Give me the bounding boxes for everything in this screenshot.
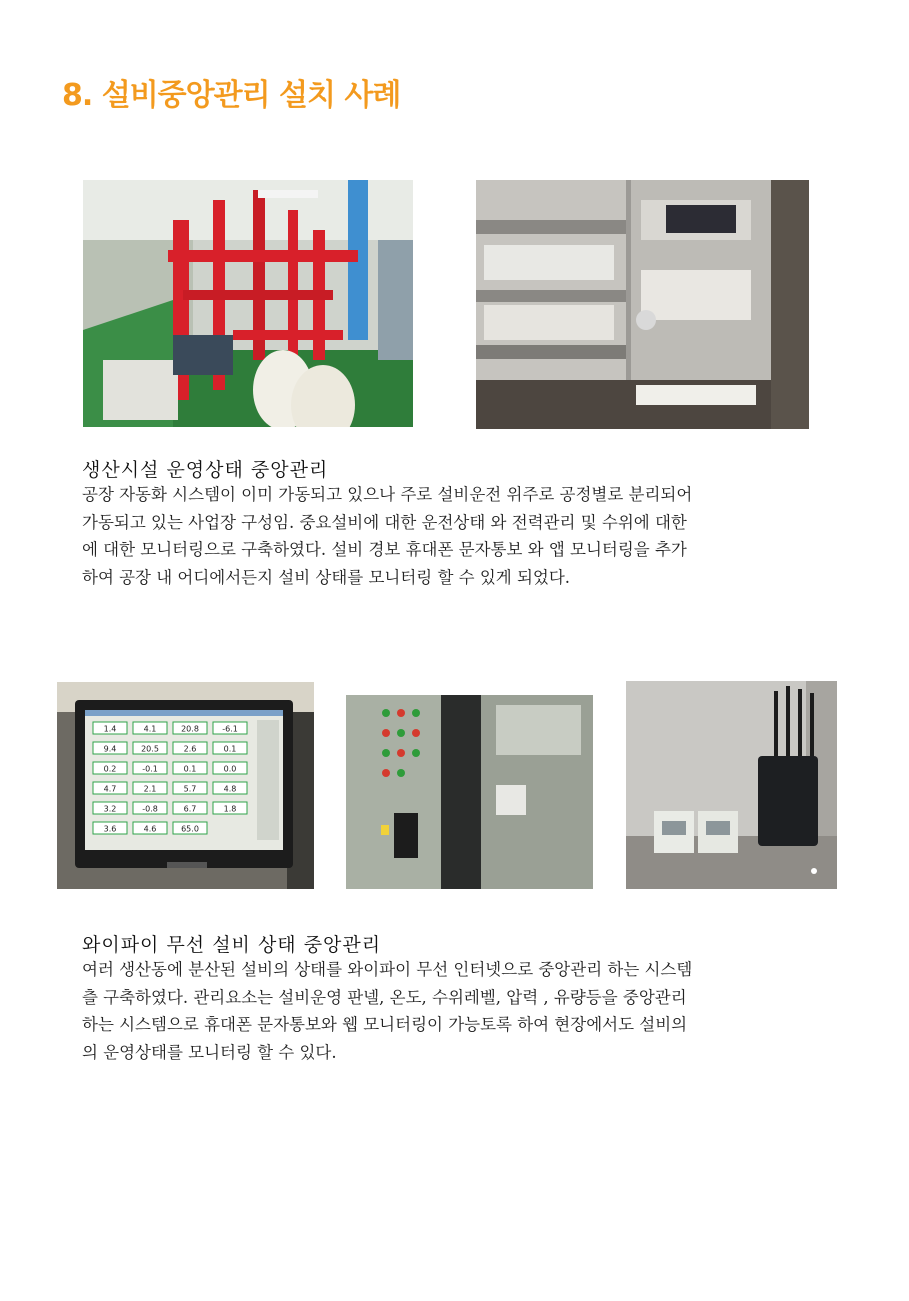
monitor-value: 65.0 <box>181 824 199 834</box>
monitor-value: 0.1 <box>183 764 197 774</box>
section2-line: 하는 시스템으로 휴대폰 문자통보와 웹 모니터링이 가능토록 하여 현장에서도 설비의 <box>82 1015 688 1034</box>
monitor-value: 9.4 <box>103 744 117 754</box>
control-panel-photo <box>476 180 809 429</box>
monitor-value: 2.6 <box>183 744 197 754</box>
section2-line: 츨 구축하였다. 관리요소는 설비운영 판넬, 온도, 수위레벨, 압력 , 유량등을 중앙관리 <box>82 987 687 1007</box>
monitor-value: 3.2 <box>103 804 117 814</box>
monitor-value: -0.8 <box>142 804 158 814</box>
monitor-value: 4.8 <box>223 784 237 794</box>
wifi-router-photo <box>626 681 837 889</box>
pump-room-photo <box>83 180 413 427</box>
monitor-value: 5.7 <box>183 784 197 794</box>
monitor-value: 1.4 <box>103 724 117 734</box>
monitor-value: 4.1 <box>143 724 157 734</box>
monitor-value: 0.2 <box>103 764 117 774</box>
monitor-value: 4.6 <box>143 824 157 834</box>
section1-line: 하여 공장 내 어디에서든지 설비 상태를 모니터링 할 수 있게 되었다. <box>82 567 571 587</box>
section2-line: 의 운영상태를 모니터링 할 수 있다. <box>82 1042 337 1062</box>
monitor-value: 4.7 <box>103 784 117 794</box>
section1-heading: 생산시설 운영상태 중앙관리 <box>82 459 329 481</box>
page-title: 8. 설비중앙관리 설치 사례 <box>62 78 401 113</box>
section1-line: 공장 자동화 시스템이 이미 가동되고 있으나 주로 설비운전 위주로 공정별로 분리되어 <box>82 485 693 504</box>
monitor-value: -6.1 <box>222 724 238 734</box>
monitor-value: 6.7 <box>183 804 197 814</box>
section1-body <box>82 481 832 591</box>
section2-line: 여러 생산동에 분산된 설비의 상태를 와이파이 무선 인터넷으로 중앙관리 하는 시스템 <box>82 960 693 979</box>
monitor-value: -0.1 <box>142 764 158 774</box>
section1-line: 가동되고 있는 사업장 구성임. 중요설비에 대한 운전상태 와 전력관리 및 수위에 대한 <box>82 512 687 532</box>
cabinet-photo <box>346 695 593 889</box>
section1-line: 에 대한 모니터링으로 구축하였다. 설비 경보 휴대폰 문자통보 와 앱 모니터링을 추가 <box>82 540 687 559</box>
section2-body <box>82 956 832 1066</box>
section2-heading: 와이파이 무선 설비 상태 중앙관리 <box>82 934 382 956</box>
monitor-value: 20.5 <box>141 744 159 754</box>
monitor-photo <box>57 682 314 889</box>
monitor-value: 20.8 <box>181 724 199 734</box>
monitor-value: 0.1 <box>223 744 237 754</box>
monitor-value: 2.1 <box>143 784 157 794</box>
monitor-value: 1.8 <box>223 804 237 814</box>
monitor-value: 3.6 <box>103 824 117 834</box>
monitor-value: 0.0 <box>223 764 237 774</box>
